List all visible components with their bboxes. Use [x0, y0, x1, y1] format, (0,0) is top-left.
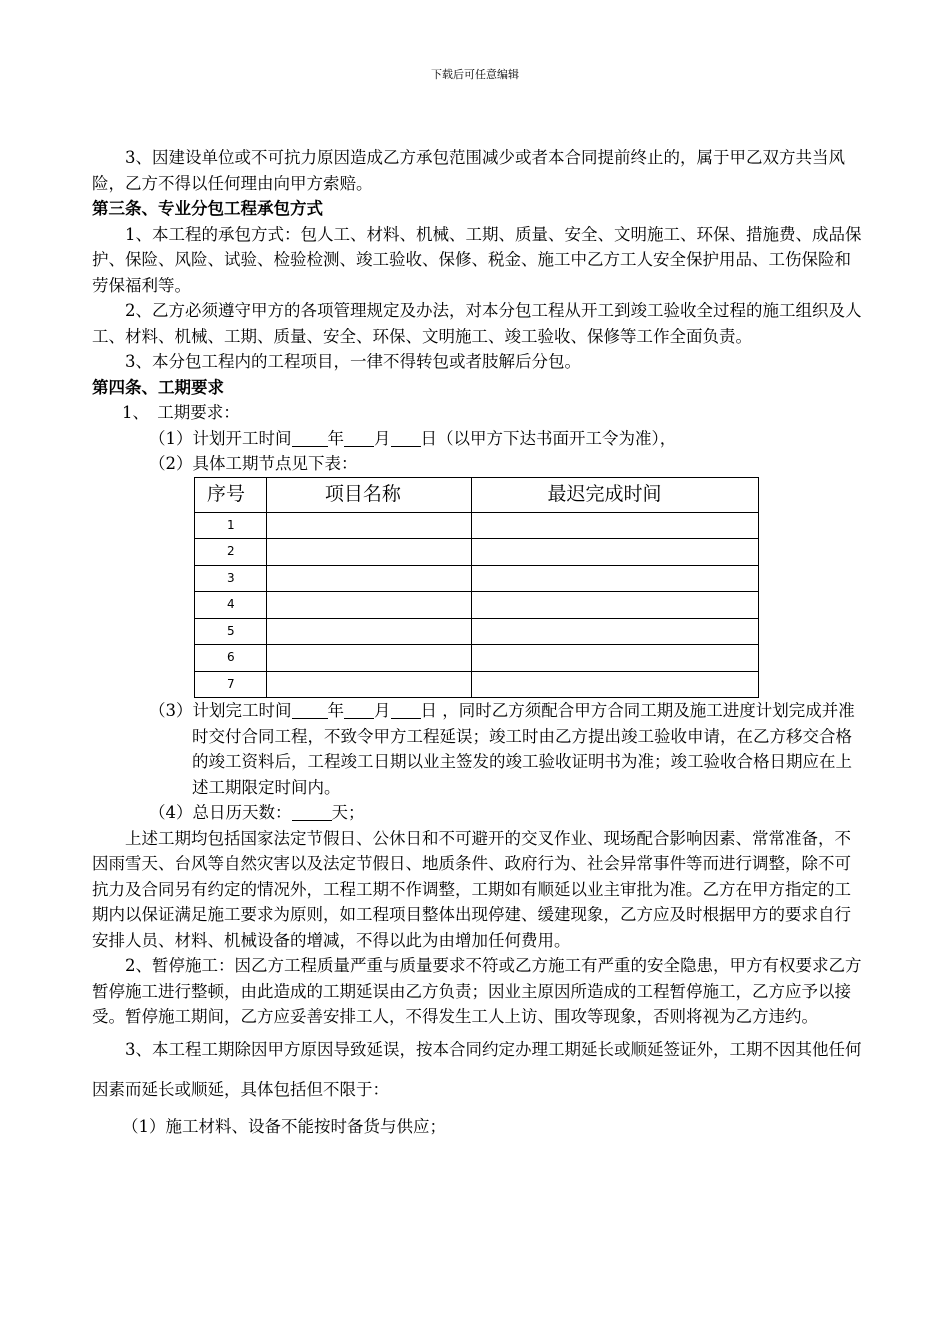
deadline-cell — [471, 645, 758, 672]
blank-year — [292, 428, 328, 447]
document-body — [92, 145, 862, 1139]
row-number: 6 — [195, 645, 267, 672]
deadline-cell — [471, 671, 758, 698]
table-row — [195, 592, 759, 619]
table-row — [195, 565, 759, 592]
item-schedule-requirements: 1、 工期要求： — [122, 403, 240, 422]
blank-month — [344, 700, 374, 719]
table-row — [195, 512, 759, 539]
item-planned-completion — [92, 698, 862, 800]
table-row — [195, 671, 759, 698]
row-number: 1 — [195, 512, 267, 539]
paragraph-management-rules: 2、乙方必须遵守甲方的各项管理规定及办法，对本分包工程从开工到竣工验收全过程的施工组织及人工、材料、机械、工期、质量、安全、环保、文明施工、竣工验收、保修等工作全面负责。 — [92, 301, 862, 346]
item-name-cell — [266, 592, 471, 619]
row-number: 3 — [195, 565, 267, 592]
total-days-label: （4）总日历天数： — [149, 803, 292, 822]
heading-article-3: 第三条、专业分包工程承包方式 — [92, 199, 323, 218]
blank-month — [344, 428, 374, 447]
paragraph-no-subcontract: 3、本分包工程内的工程项目，一律不得转包或者肢解后分包。 — [125, 352, 581, 371]
item-name-cell — [266, 645, 471, 672]
deadline-cell — [471, 512, 758, 539]
deadline-cell — [471, 539, 758, 566]
item-milestones: （2）具体工期节点见下表： — [149, 454, 358, 473]
month-label: 月 — [374, 701, 391, 720]
item-material-supply: （1）施工材料、设备不能按时备货与供应； — [122, 1116, 446, 1136]
paragraph-risk: 3、因建设单位或不可抗力原因造成乙方承包范围减少或者本合同提前终止的，属于甲乙双方共当风险，乙方不得以任何理由向甲方索赔。 — [92, 148, 845, 193]
table-row — [195, 618, 759, 645]
row-number: 5 — [195, 618, 267, 645]
table-row — [195, 645, 759, 672]
row-number: 7 — [195, 671, 267, 698]
deadline-cell — [471, 592, 758, 619]
heading-article-4: 第四条、工期要求 — [92, 377, 224, 397]
item-name-cell — [266, 512, 471, 539]
row-number: 4 — [195, 592, 267, 619]
days-label: 天； — [331, 803, 365, 822]
deadline-cell — [471, 618, 758, 645]
day-label: 日（以甲方下达书面开工令为准）， — [420, 428, 677, 448]
item-name-cell — [266, 671, 471, 698]
column-header-no: 序号 — [195, 477, 267, 512]
item-total-days — [92, 800, 862, 826]
blank-day — [391, 428, 421, 447]
table-header-row — [195, 477, 759, 512]
blank-day — [391, 700, 421, 719]
paragraph-no-extension: 3、本工程工期除因甲方原因导致延误，按本合同约定办理工期延长或顺延签证外，工期不因其他任何因素而延长或顺延，具体包括但不限于： — [92, 1039, 862, 1099]
table-row — [195, 539, 759, 566]
paragraph-suspension: 2、暂停施工：因乙方工程质量严重与质量要求不符或乙方施工有严重的安全隐患，甲方有权要求乙方暂停施工进行整顿，由此造成的工期延误由乙方负责；因业主原因所造成的工程暂停施工，乙方应予以接受。暂停施工期间，乙方应妥善安排工人，不得发生工人上访、围攻等现象，否则将视为乙方违约。 — [92, 956, 862, 1026]
year-label: 年 — [327, 701, 344, 720]
column-header-deadline: 最迟完成时间 — [471, 477, 758, 512]
page-header-note: 下载后可任意编辑 — [431, 68, 519, 81]
deadline-cell — [471, 565, 758, 592]
item-name-cell — [266, 539, 471, 566]
paragraph-contract-mode: 1、本工程的承包方式：包人工、材料、机械、工期、质量、安全、文明施工、环保、措施费、成品保护、保险、风险、试验、检验检测、竣工验收、保修、税金、施工中乙方工人安全保护用品、工伤保险和劳保福利等。 — [92, 224, 862, 295]
item-planned-start — [92, 426, 862, 452]
planned-start-label: （1）计划开工时间 — [149, 428, 292, 448]
month-label: 月 — [374, 428, 391, 448]
milestone-table — [194, 477, 759, 699]
planned-completion-label: （3）计划完工时间 — [149, 701, 292, 720]
blank-year — [292, 700, 328, 719]
item-name-cell — [266, 618, 471, 645]
row-number: 2 — [195, 539, 267, 566]
year-label: 年 — [327, 428, 344, 448]
completion-text: 日 ，同时乙方须配合甲方合同工期及施工进度计划完成并准时交付合同工程，不致令甲方工程延误；竣工时由乙方提出竣工验收申请，在乙方移交合格的竣工资料后，工程竣工日期以业主签发的竣工验收证明书为准；竣工验收合格日期应在上述工期限定时间内。 — [192, 701, 855, 797]
blank-days — [292, 802, 332, 821]
item-name-cell — [266, 565, 471, 592]
column-header-item-name: 项目名称 — [266, 477, 471, 512]
paragraph-schedule-scope: 上述工期均包括国家法定节假日、公休日和不可避开的交叉作业、现场配合影响因素、常常准备，不因雨雪天、台风等自然灾害以及法定节假日、地质条件、政府行为、社会异常事件等而进行调整，除不可抗力及合同另有约定的情况外，工程工期不作调整，工期如有顺延以业主审批为准。乙方在甲方指定的工期内以保证满足施工要求为原则，如工程项目整体出现停建、缓建现象，乙方应及时根据甲方的要求自行安排人员、材料、机械设备的增减，不得以此为由增加任何费用。 — [92, 828, 851, 950]
